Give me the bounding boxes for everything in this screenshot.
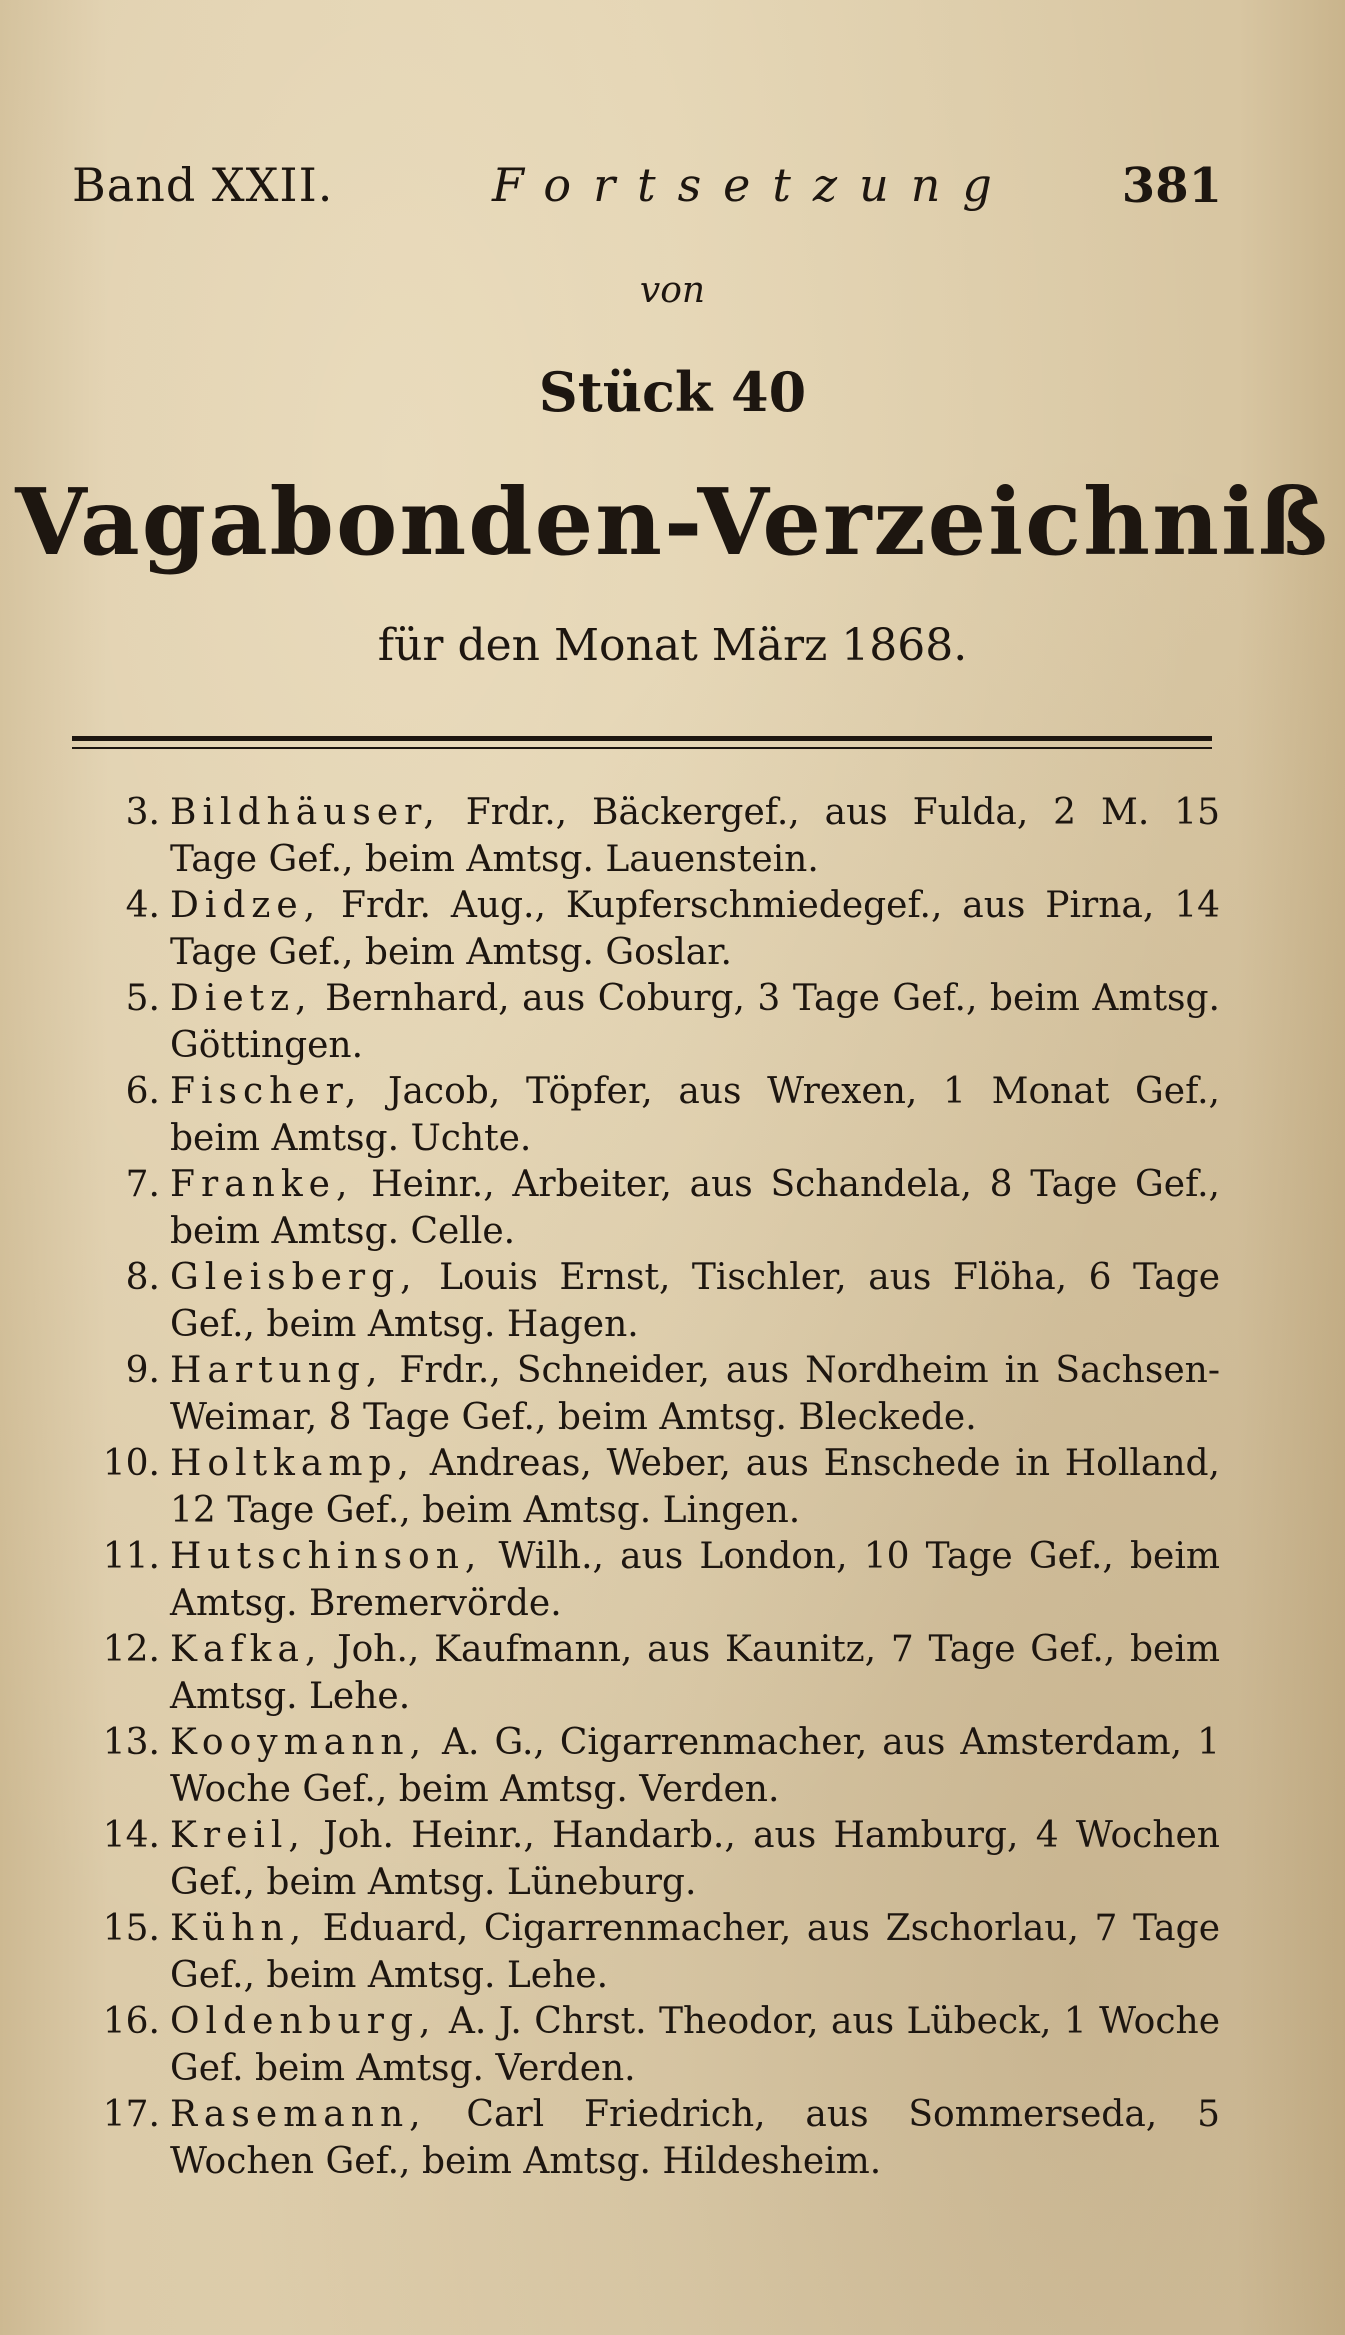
- list-item: [60, 1999, 1220, 2092]
- entry-name: Oldenburg,: [170, 2001, 437, 2042]
- entry-name: Hartung,: [170, 1350, 384, 1391]
- entry-number: 12.: [102, 1629, 160, 1670]
- list-item: [60, 1069, 1220, 1162]
- entry-number: 8.: [125, 1257, 160, 1298]
- running-head: [72, 158, 1222, 228]
- entry-name: Gleisberg,: [170, 1257, 418, 1298]
- list-item: [60, 1441, 1220, 1534]
- continuation-label: Fortsetzung: [492, 158, 1014, 212]
- entry-name: Kühn,: [170, 1908, 308, 1949]
- entry-number: 6.: [125, 1071, 160, 1112]
- vagabond-list: [60, 790, 1220, 2185]
- page-subtitle: für den Monat März 1868.: [377, 620, 968, 671]
- entry-number: 7.: [125, 1164, 160, 1205]
- entry-name: Kooymann,: [170, 1722, 428, 1763]
- entry-text: Andreas, Weber, aus Enschede in Holland, 12 Tage Gef., beim Amtsg. Lingen.: [170, 1443, 1220, 1531]
- entry-number: 17.: [102, 2094, 160, 2135]
- entry-text: Heinr., Arbeiter, aus Schandela, 8 Tage Gef., beim Amtsg. Celle.: [170, 1164, 1220, 1252]
- entry-number: 3.: [125, 792, 160, 833]
- list-item: [60, 883, 1220, 976]
- volume-label: Band XXII.: [72, 158, 334, 212]
- von-label: von: [639, 270, 706, 311]
- list-item: [60, 1813, 1220, 1906]
- entry-text: Frdr. Aug., Kupferschmiedegef., aus Pirna, 14 Tage Gef., beim Amtsg. Goslar.: [170, 885, 1220, 973]
- entry-name: Kafka,: [170, 1629, 323, 1670]
- entry-name: Dietz,: [170, 978, 313, 1019]
- list-item: [60, 2092, 1220, 2185]
- entry-text: Joh., Kaufmann, aus Kaunitz, 7 Tage Gef., beim Amtsg. Lehe.: [170, 1629, 1220, 1717]
- list-item: [60, 1162, 1220, 1255]
- entry-number: 9.: [125, 1350, 160, 1391]
- list-item: [60, 976, 1220, 1069]
- list-item: [60, 790, 1220, 883]
- entry-text: Frdr., Schneider, aus Nordheim in Sachsen-Weimar, 8 Tage Gef., beim Amtsg. Bleckede.: [170, 1350, 1220, 1438]
- entry-name: Rasemann,: [170, 2094, 427, 2135]
- entry-number: 4.: [125, 885, 160, 926]
- page-number: 381: [1121, 158, 1222, 214]
- entry-name: Franke,: [170, 1164, 354, 1205]
- entry-name: Didze,: [170, 885, 322, 926]
- entry-text: Joh. Heinr., Handarb., aus Hamburg, 4 Wochen Gef., beim Amtsg. Lüneburg.: [170, 1815, 1220, 1903]
- entry-name: Holtkamp,: [170, 1443, 415, 1484]
- entry-text: Bernhard, aus Coburg, 3 Tage Gef., beim Amtsg. Göttingen.: [170, 978, 1220, 1066]
- entry-name: Fischer,: [170, 1071, 363, 1112]
- divider-thin: [72, 747, 1212, 749]
- list-item: [60, 1720, 1220, 1813]
- entry-text: Jacob, Töpfer, aus Wrexen, 1 Monat Gef., beim Amtsg. Uchte.: [170, 1071, 1220, 1159]
- entry-name: Kreil,: [170, 1815, 306, 1856]
- entry-text: Frdr., Bäckergef., aus Fulda, 2 M. 15 Tage Gef., beim Amtsg. Lauenstein.: [170, 792, 1220, 880]
- divider-thick: [72, 736, 1212, 741]
- entry-number: 15.: [102, 1908, 160, 1949]
- issue-number: Stück 40: [538, 360, 807, 424]
- entry-text: A. G., Cigarrenmacher, aus Amsterdam, 1 Woche Gef., beim Amtsg. Verden.: [170, 1722, 1220, 1810]
- entry-name: Bildhäuser,: [170, 792, 441, 833]
- page-title: Vagabonden-Verzeichniß: [15, 468, 1330, 576]
- entry-number: 13.: [102, 1722, 160, 1763]
- entry-number: 11.: [102, 1536, 160, 1577]
- entry-number: 10.: [102, 1443, 160, 1484]
- entry-text: Louis Ernst, Tischler, aus Flöha, 6 Tage Gef., beim Amtsg. Hagen.: [170, 1257, 1220, 1345]
- entry-text: Eduard, Cigarrenmacher, aus Zschorlau, 7 Tage Gef., beim Amtsg. Lehe.: [170, 1908, 1220, 1996]
- list-item: [60, 1534, 1220, 1627]
- entry-text: Carl Friedrich, aus Sommerseda, 5 Wochen Gef., beim Amtsg. Hildesheim.: [170, 2094, 1220, 2182]
- list-item: [60, 1627, 1220, 1720]
- entry-number: 5.: [125, 978, 160, 1019]
- entry-number: 14.: [102, 1815, 160, 1856]
- entry-text: A. J. Chrst. Theodor, aus Lübeck, 1 Woche Gef. beim Amtsg. Verden.: [170, 2001, 1220, 2089]
- list-item: [60, 1906, 1220, 1999]
- list-item: [60, 1348, 1220, 1441]
- entry-name: Hutschinson,: [170, 1536, 483, 1577]
- entry-number: 16.: [102, 2001, 160, 2042]
- entry-text: Wilh., aus London, 10 Tage Gef., beim Amtsg. Bremervörde.: [170, 1536, 1220, 1624]
- list-item: [60, 1255, 1220, 1348]
